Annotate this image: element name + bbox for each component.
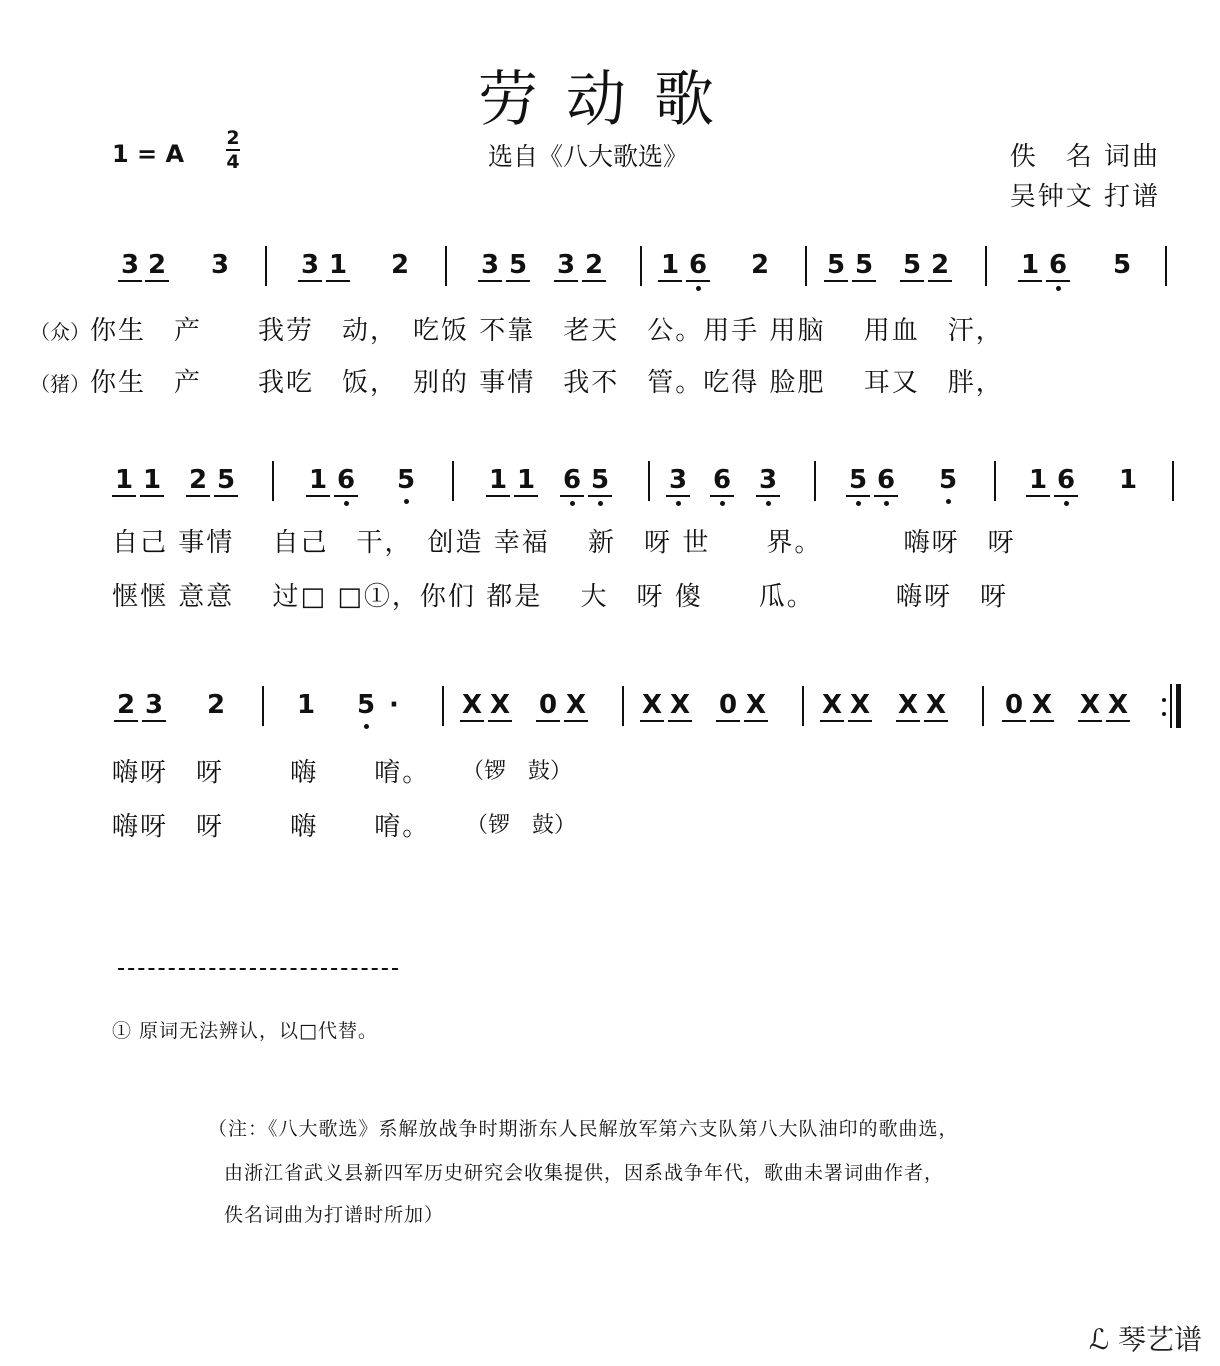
bar-line bbox=[985, 246, 987, 286]
lyric-line bbox=[112, 522, 1016, 559]
bar-line bbox=[640, 246, 642, 286]
note: 1 bbox=[308, 465, 328, 495]
note: 2 bbox=[116, 690, 136, 720]
note-underline bbox=[588, 495, 612, 497]
time-signature bbox=[226, 128, 240, 172]
note-line-2: 由浙江省武义县新四军历史研究会收集提供，因系战争年代，歌曲未署词曲作者， bbox=[224, 1162, 945, 1184]
lyric-text: 自己 事情 自己 干， 创造 幸福 新 呀 世 界。 嗨呀 呀 bbox=[112, 528, 1016, 558]
note-underline bbox=[114, 720, 138, 722]
note: 3 bbox=[300, 250, 320, 280]
repeat-bar-thin bbox=[1170, 684, 1172, 728]
note-underline bbox=[640, 720, 664, 722]
note-underline bbox=[514, 495, 538, 497]
octave-dot bbox=[364, 724, 369, 729]
octave-dot bbox=[946, 499, 951, 504]
bar-line bbox=[1172, 461, 1174, 501]
repeat-dot bbox=[1162, 712, 1166, 716]
note: 2 bbox=[584, 250, 604, 280]
note-underline bbox=[666, 495, 690, 497]
key-signature: 1 = A bbox=[112, 140, 185, 168]
note: 3 bbox=[480, 250, 500, 280]
note-underline bbox=[582, 280, 606, 282]
note-underline bbox=[214, 495, 238, 497]
note: 5 bbox=[396, 465, 416, 495]
note: 5 bbox=[826, 250, 846, 280]
bar-line bbox=[262, 686, 264, 726]
song-title: 劳动歌 bbox=[478, 65, 742, 135]
note: 1 bbox=[1028, 465, 1048, 495]
lyric-text: 惬惬 意意 过□ □①，你们 都是 大 呀 傻 瓜。 嗨呀 呀 bbox=[112, 582, 1008, 612]
repeat-dot bbox=[1162, 698, 1166, 702]
octave-dot bbox=[856, 501, 861, 506]
note: 2 bbox=[930, 250, 950, 280]
octave-dot bbox=[598, 501, 603, 506]
note: 0 bbox=[718, 690, 738, 720]
note: X bbox=[565, 690, 587, 720]
note: 2 bbox=[188, 465, 208, 495]
note: 0 bbox=[538, 690, 558, 720]
octave-dot bbox=[766, 501, 771, 506]
note: 1 bbox=[114, 465, 134, 495]
bar-line bbox=[1165, 246, 1167, 286]
bar-line bbox=[622, 686, 624, 726]
note: X bbox=[669, 690, 691, 720]
source-text: 选自《八大歌选》 bbox=[488, 142, 689, 171]
note-underline bbox=[564, 720, 588, 722]
note: 2 bbox=[147, 250, 167, 280]
lyric-text: 你生 产 我劳 动， 吃饭 不靠 老天 公。用手 用脑 用血 汗， bbox=[90, 316, 1004, 346]
note-underline bbox=[488, 720, 512, 722]
note-line-1: （注：《八大歌选》系解放战争时期浙东人民解放军第六支队第八大队油印的歌曲选， bbox=[208, 1118, 959, 1140]
bar-line bbox=[442, 686, 444, 726]
note: 3 bbox=[758, 465, 778, 495]
note-line-3: 佚名词曲为打谱时所加） bbox=[224, 1204, 445, 1226]
note: X bbox=[925, 690, 947, 720]
note: 1 bbox=[328, 250, 348, 280]
bar-line bbox=[814, 461, 816, 501]
footnote: ① 原词无法辨认，以□代替。 bbox=[112, 1020, 378, 1042]
note-underline bbox=[140, 495, 164, 497]
lyric-line bbox=[112, 752, 430, 789]
lyric-line bbox=[112, 806, 430, 843]
note-underline bbox=[852, 280, 876, 282]
note-underline bbox=[820, 720, 844, 722]
note-underline bbox=[1106, 720, 1130, 722]
note: 1 bbox=[296, 690, 316, 720]
note-underline bbox=[1002, 720, 1026, 722]
note: 5 bbox=[508, 250, 528, 280]
note: X bbox=[461, 690, 483, 720]
note-underline bbox=[686, 280, 710, 282]
note: X bbox=[489, 690, 511, 720]
note-underline bbox=[716, 720, 740, 722]
note: 6 bbox=[1056, 465, 1076, 495]
note-underline bbox=[1018, 280, 1042, 282]
repeat-bar-thick bbox=[1176, 684, 1181, 728]
octave-dot bbox=[570, 501, 575, 506]
note-underline bbox=[1046, 280, 1070, 282]
note: 1 bbox=[142, 465, 162, 495]
note-underline bbox=[506, 280, 530, 282]
octave-dot bbox=[884, 501, 889, 506]
note: X bbox=[821, 690, 843, 720]
footnote-divider bbox=[118, 968, 398, 970]
lyric-text: 嗨呀 呀 嗨 唷。 bbox=[112, 758, 431, 788]
note-underline bbox=[560, 495, 584, 497]
note: X bbox=[1079, 690, 1101, 720]
lyric-role-label: （众） bbox=[30, 320, 90, 344]
credit-transcriber: 吴钟文 打谱 bbox=[1009, 182, 1160, 212]
note-underline bbox=[536, 720, 560, 722]
bar-line bbox=[994, 461, 996, 501]
note: 3 bbox=[556, 250, 576, 280]
note: X bbox=[849, 690, 871, 720]
note: 6 bbox=[712, 465, 732, 495]
note-underline bbox=[1078, 720, 1102, 722]
percussion-note: （锣 鼓） bbox=[466, 813, 577, 838]
note-underline bbox=[334, 495, 358, 497]
note: 5 bbox=[216, 465, 236, 495]
note: 5 bbox=[938, 465, 958, 495]
note: 1 bbox=[1020, 250, 1040, 280]
note: 6 bbox=[562, 465, 582, 495]
note-underline bbox=[112, 495, 136, 497]
lyric-text: 嗨呀 呀 嗨 唷。 bbox=[112, 812, 431, 842]
logo-icon: ℒ bbox=[1088, 1323, 1110, 1356]
note: 1 bbox=[488, 465, 508, 495]
note-underline bbox=[1030, 720, 1054, 722]
note: 2 bbox=[390, 250, 410, 280]
note-underline bbox=[896, 720, 920, 722]
note-underline bbox=[326, 280, 350, 282]
note: 6 bbox=[688, 250, 708, 280]
note: 5 bbox=[356, 690, 376, 720]
bar-line bbox=[445, 246, 447, 286]
note-underline bbox=[756, 495, 780, 497]
octave-dot bbox=[344, 501, 349, 506]
bar-line bbox=[452, 461, 454, 501]
note: X bbox=[745, 690, 767, 720]
note-underline bbox=[900, 280, 924, 282]
lyric-line bbox=[30, 362, 1004, 399]
bar-line bbox=[802, 686, 804, 726]
note: X bbox=[1107, 690, 1129, 720]
note: 1 bbox=[1118, 465, 1138, 495]
octave-dot bbox=[1056, 286, 1061, 291]
bar-line bbox=[982, 686, 984, 726]
lyric-role-label: （猪） bbox=[30, 372, 90, 396]
note-underline bbox=[928, 280, 952, 282]
octave-dot bbox=[720, 501, 725, 506]
octave-dot bbox=[1064, 501, 1069, 506]
credit-lyricist: 佚 名 词曲 bbox=[1009, 142, 1160, 172]
note: 5 bbox=[590, 465, 610, 495]
note: 3 bbox=[120, 250, 140, 280]
octave-dot bbox=[404, 499, 409, 504]
note-underline bbox=[460, 720, 484, 722]
octave-dot bbox=[676, 501, 681, 506]
note: 1 bbox=[516, 465, 536, 495]
note-underline bbox=[710, 495, 734, 497]
note-underline bbox=[824, 280, 848, 282]
note: · bbox=[389, 690, 399, 720]
bar-line bbox=[265, 246, 267, 286]
note: 3 bbox=[210, 250, 230, 280]
note-underline bbox=[298, 280, 322, 282]
time-numerator: 2 bbox=[226, 127, 240, 149]
octave-dot bbox=[696, 286, 701, 291]
note-underline bbox=[118, 280, 142, 282]
note: X bbox=[1031, 690, 1053, 720]
note-underline bbox=[658, 280, 682, 282]
watermark-logo bbox=[1089, 1318, 1202, 1358]
note: 5 bbox=[902, 250, 922, 280]
note: 0 bbox=[1004, 690, 1024, 720]
note: X bbox=[641, 690, 663, 720]
note-underline bbox=[142, 720, 166, 722]
note-underline bbox=[744, 720, 768, 722]
note: X bbox=[897, 690, 919, 720]
note: 5 bbox=[854, 250, 874, 280]
note: 6 bbox=[1048, 250, 1068, 280]
note: 5 bbox=[1112, 250, 1132, 280]
note-underline bbox=[924, 720, 948, 722]
note: 6 bbox=[876, 465, 896, 495]
note-underline bbox=[486, 495, 510, 497]
note: 3 bbox=[668, 465, 688, 495]
note-underline bbox=[848, 720, 872, 722]
note: 1 bbox=[660, 250, 680, 280]
note-underline bbox=[306, 495, 330, 497]
watermark-text: 琴艺谱 bbox=[1117, 1323, 1202, 1356]
note-underline bbox=[186, 495, 210, 497]
note: 3 bbox=[144, 690, 164, 720]
note: 2 bbox=[750, 250, 770, 280]
lyric-line bbox=[112, 576, 1008, 613]
bar-line bbox=[648, 461, 650, 501]
note-underline bbox=[1026, 495, 1050, 497]
note-underline bbox=[668, 720, 692, 722]
bar-line bbox=[805, 246, 807, 286]
percussion-note: （锣 鼓） bbox=[462, 759, 573, 784]
note-underline bbox=[554, 280, 578, 282]
lyric-text: 你生 产 我吃 饭， 别的 事情 我不 管。吃得 脸肥 耳又 胖， bbox=[90, 368, 1004, 398]
note: 2 bbox=[206, 690, 226, 720]
note-underline bbox=[478, 280, 502, 282]
note-underline bbox=[846, 495, 870, 497]
note-underline bbox=[874, 495, 898, 497]
bar-line bbox=[272, 461, 274, 501]
time-denominator: 4 bbox=[226, 151, 240, 173]
note: 6 bbox=[336, 465, 356, 495]
note: 5 bbox=[848, 465, 868, 495]
note-underline bbox=[1054, 495, 1078, 497]
lyric-line bbox=[30, 310, 1004, 347]
note-underline bbox=[145, 280, 169, 282]
